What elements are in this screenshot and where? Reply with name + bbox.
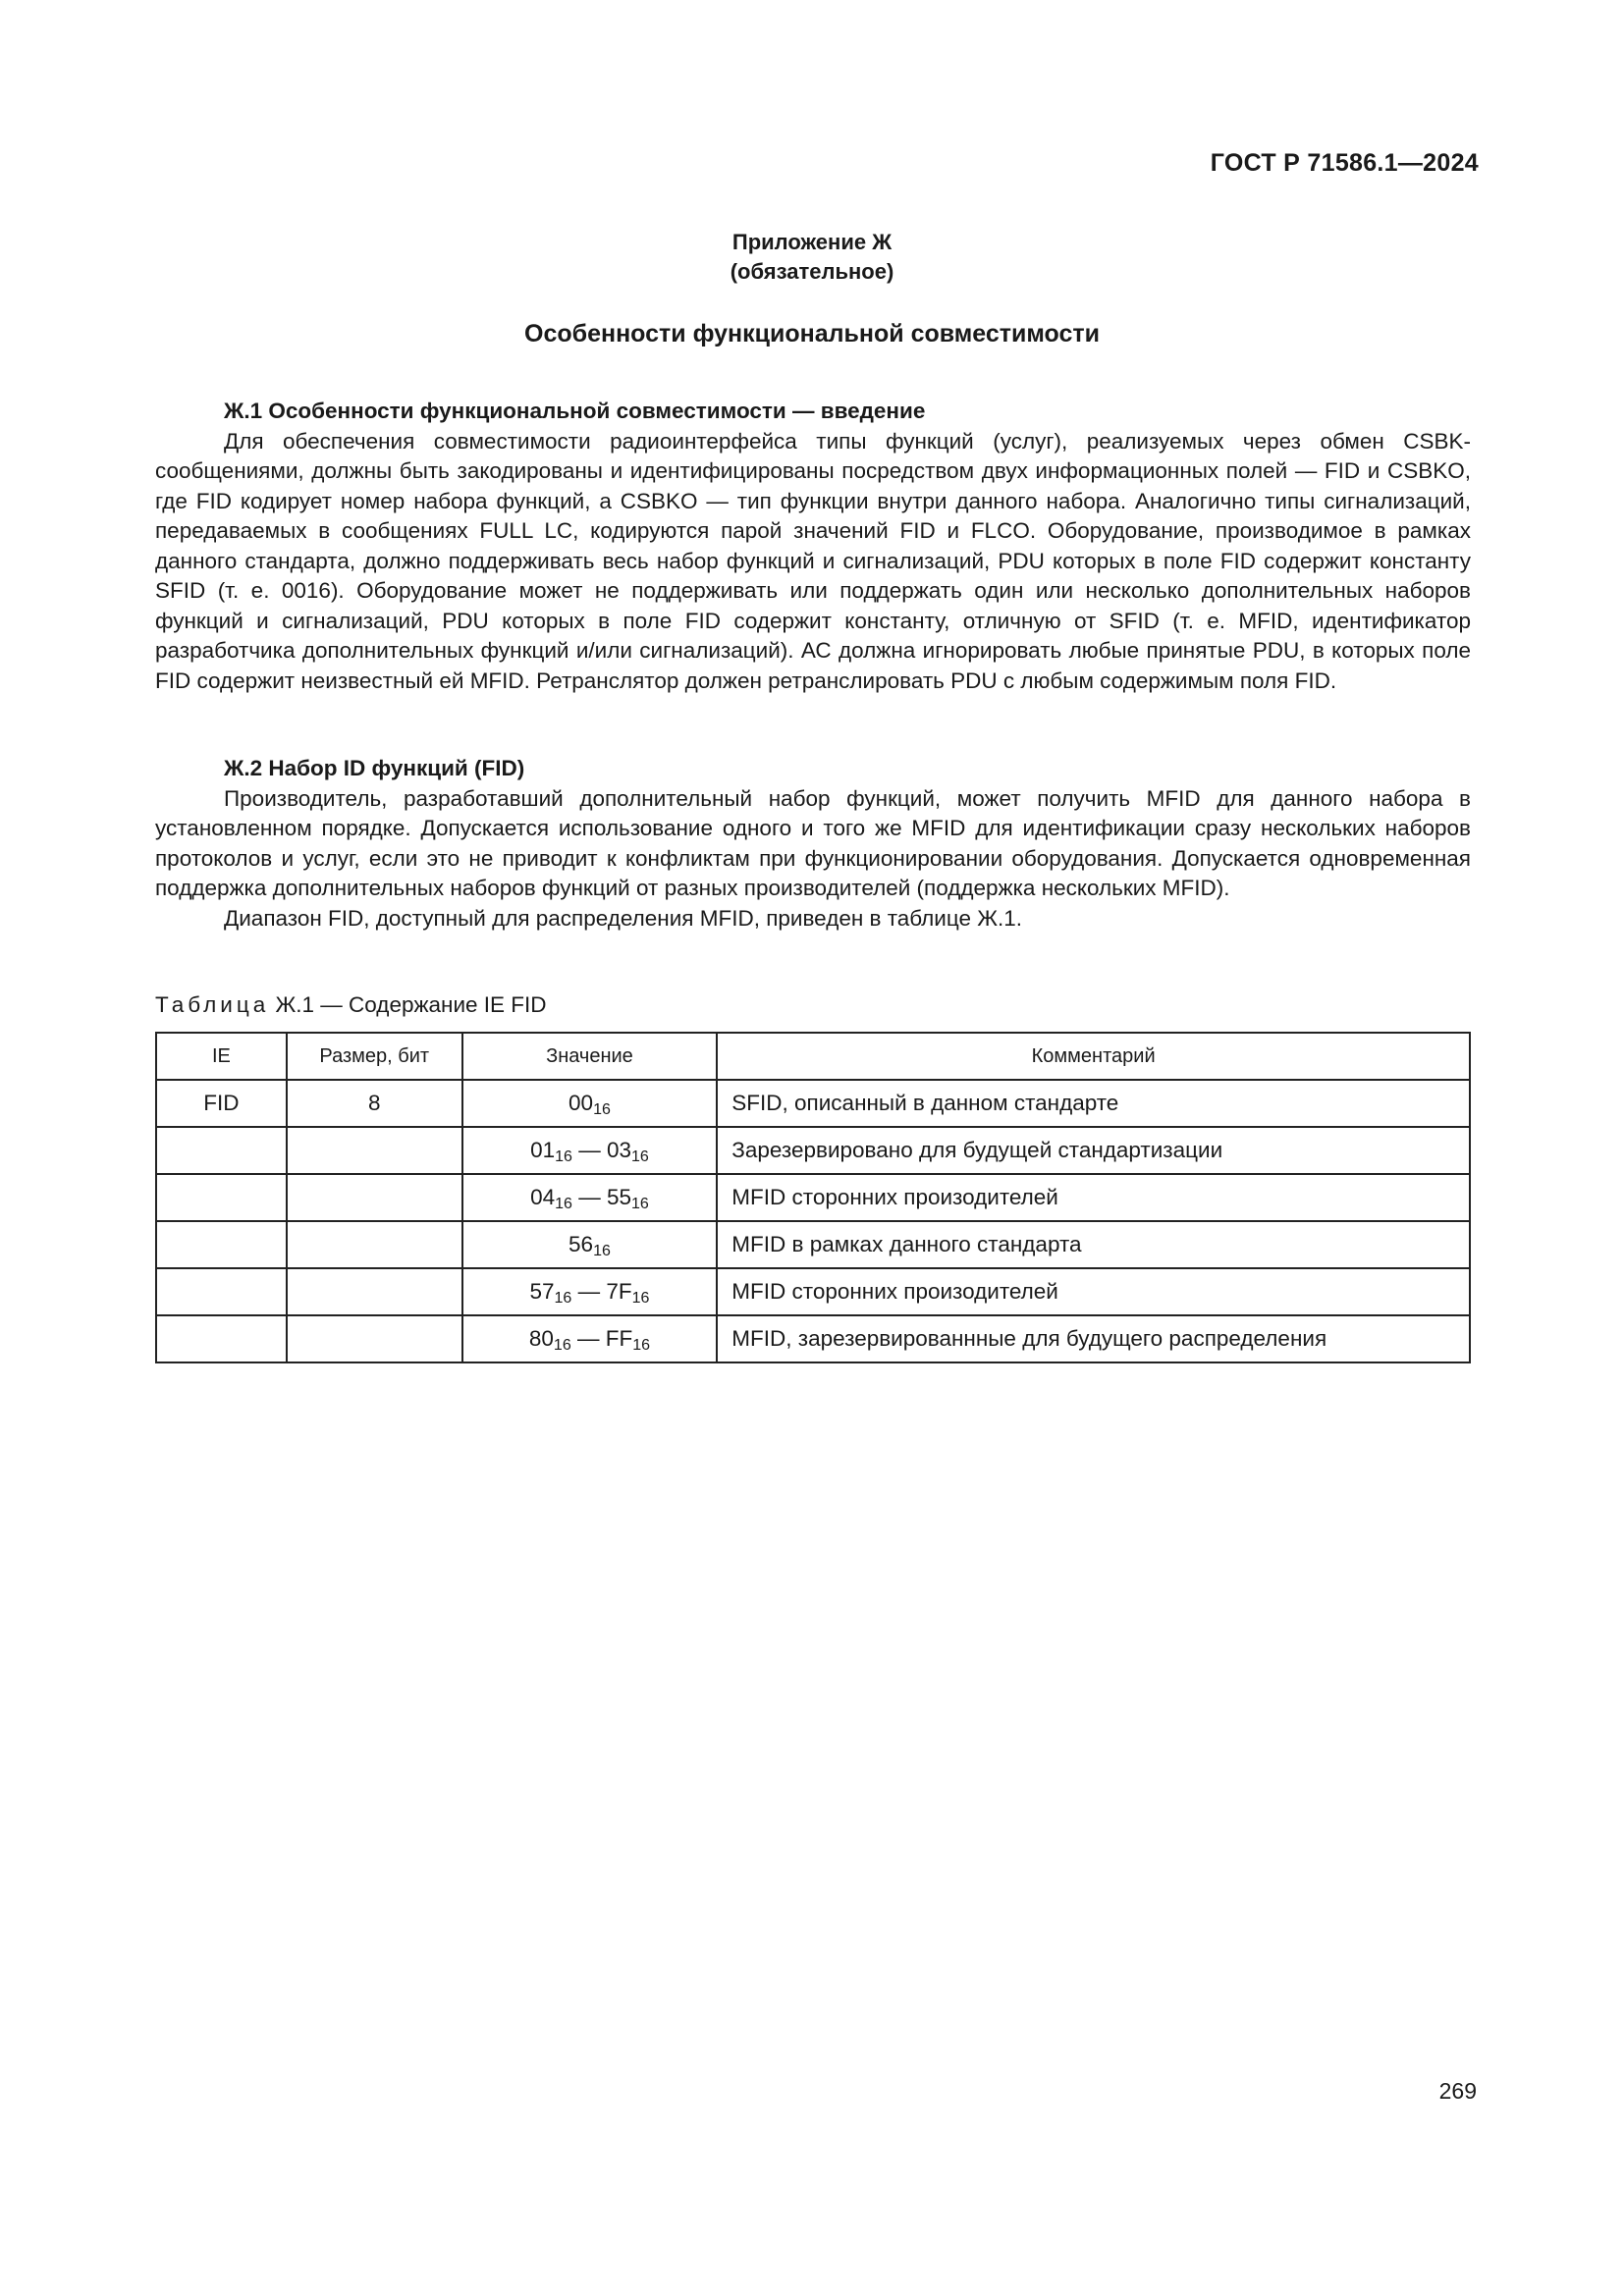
cell-ie: FID xyxy=(156,1080,287,1127)
value-subscript: 16 xyxy=(555,1196,572,1212)
appendix-status: (обязательное) xyxy=(730,259,894,284)
standard-number: ГОСТ Р 71586.1—2024 xyxy=(1210,149,1479,177)
cell-ie xyxy=(156,1174,287,1221)
value-subscript: 16 xyxy=(631,1290,650,1307)
table-row xyxy=(156,1268,1470,1315)
value-range-dash: — xyxy=(570,1326,606,1351)
page-number: 269 xyxy=(1438,2078,1477,2104)
table-row xyxy=(156,1127,1470,1174)
header-ie: IE xyxy=(156,1033,287,1080)
table-row xyxy=(156,1174,1470,1221)
cell-size xyxy=(287,1315,462,1362)
cell-comment: MFID сторонних произодителей xyxy=(717,1268,1470,1315)
value-end: FF xyxy=(605,1326,633,1351)
cell-ie xyxy=(156,1315,287,1362)
cell-value xyxy=(462,1268,718,1315)
header-size: Размер, бит xyxy=(287,1033,462,1080)
cell-size xyxy=(287,1127,462,1174)
value-range-dash: — xyxy=(571,1138,607,1162)
value-start: 01 xyxy=(530,1138,556,1162)
cell-comment: MFID, зарезервированнные для будущего распределения xyxy=(717,1315,1470,1362)
appendix-title: Приложение Ж xyxy=(731,230,893,254)
cell-value xyxy=(462,1127,718,1174)
cell-value xyxy=(462,1174,718,1221)
cell-ie xyxy=(156,1221,287,1268)
value-start: 80 xyxy=(528,1326,554,1351)
cell-ie xyxy=(156,1127,287,1174)
cell-size xyxy=(287,1174,462,1221)
subsection-2-paragraph-2: Диапазон FID, доступный для распределения MFID, приведен в таблице Ж.1. xyxy=(224,905,1023,931)
header-comment: Комментарий xyxy=(717,1033,1470,1080)
subsection-1 xyxy=(155,397,1471,696)
value-subscript: 16 xyxy=(593,1101,611,1118)
value-start: 57 xyxy=(529,1279,555,1304)
table-row xyxy=(156,1080,1470,1127)
subsection-2-paragraph-1: Производитель, разработавший дополнительный набор функций, может получить MFID для данного набора в установленном порядке. Допускается использование одного и того же MFID для идентификации сразу нескольких наборов протоколов и услуг, если это не приводит к конфликтам при функционировании оборудования. Допускается одновременная поддержка дополнительных наборов функций от разных производителей (поддержка нескольких MFID). xyxy=(155,785,1471,900)
cell-comment: MFID сторонних произодителей xyxy=(717,1174,1470,1221)
value-subscript: 16 xyxy=(554,1290,572,1307)
section-title: Особенности функциональной совместимости xyxy=(524,320,1100,347)
value-range-dash: — xyxy=(571,1279,607,1304)
subsection-1-heading: Ж.1 Особенности функциональной совместимости — введение xyxy=(224,399,926,423)
table-header-row xyxy=(156,1033,1470,1080)
appendix-heading xyxy=(0,228,1624,287)
fid-table xyxy=(155,1032,1471,1363)
value-subscript: 16 xyxy=(631,1148,649,1165)
table-row xyxy=(156,1315,1470,1362)
value-start: 04 xyxy=(530,1185,556,1209)
value-start: 00 xyxy=(568,1091,594,1115)
table-body xyxy=(156,1080,1470,1362)
value-subscript: 16 xyxy=(553,1337,571,1354)
value-end: 55 xyxy=(606,1185,631,1209)
subsection-1-paragraph: Для обеспечения совместимости радиоинтерфейса типы функций (услуг), реализуемых через обмен CSBK-сообщениями, должны быть закодированы и идентифицированы посредством двух информационных полей — FID и CSBKO, где FID кодирует номер набора функций, а CSBKO — тип функции внутри данного набора. Аналогично типы сигнализаций, передаваемых в сообщениях FULL LC, кодируются парой значений FID и FLCO. Оборудование, производимое в рамках данного стандарта, должно поддерживать весь набор функций и сигнализаций, PDU которых в поле FID содержит константу SFID (т. е. 0016). Оборудование может не поддерживать или поддержать один или несколько дополнительных наборов функций и сигнализаций, PDU которых в поле FID содержит константу, отличную от SFID (т. е. MFID, идентификатор разработчика дополнительных функций и/или сигнализаций). АС должна игнорировать любые принятые PDU, в которых поле FID содержит неизвестный ей MFID. Ретранслятор должен ретранслировать PDU с любым содержимым поля FID. xyxy=(155,428,1471,693)
cell-value xyxy=(462,1315,718,1362)
table-caption-text: Ж.1 — Содержание IE FID xyxy=(275,992,547,1017)
cell-comment: Зарезервировано для будущей стандартизации xyxy=(717,1127,1470,1174)
table-caption xyxy=(155,992,547,1018)
cell-size: 8 xyxy=(287,1080,462,1127)
cell-size xyxy=(287,1221,462,1268)
table-caption-label: Таблица xyxy=(155,992,270,1017)
value-range-dash: — xyxy=(571,1185,607,1209)
value-subscript: 16 xyxy=(631,1196,649,1212)
cell-size xyxy=(287,1268,462,1315)
subsection-2-heading: Ж.2 Набор ID функций (FID) xyxy=(224,756,525,780)
cell-ie xyxy=(156,1268,287,1315)
subsection-2 xyxy=(155,754,1471,934)
cell-value xyxy=(462,1080,718,1127)
value-subscript: 16 xyxy=(593,1243,611,1259)
header-value: Значение xyxy=(462,1033,718,1080)
cell-value xyxy=(462,1221,718,1268)
value-end: 03 xyxy=(606,1138,631,1162)
value-end: 7F xyxy=(606,1279,632,1304)
table-row xyxy=(156,1221,1470,1268)
cell-comment: SFID, описанный в данном стандарте xyxy=(717,1080,1470,1127)
cell-comment: MFID в рамках данного стандарта xyxy=(717,1221,1470,1268)
value-subscript: 16 xyxy=(555,1148,572,1165)
value-start: 56 xyxy=(568,1232,594,1256)
value-subscript: 16 xyxy=(632,1337,651,1354)
